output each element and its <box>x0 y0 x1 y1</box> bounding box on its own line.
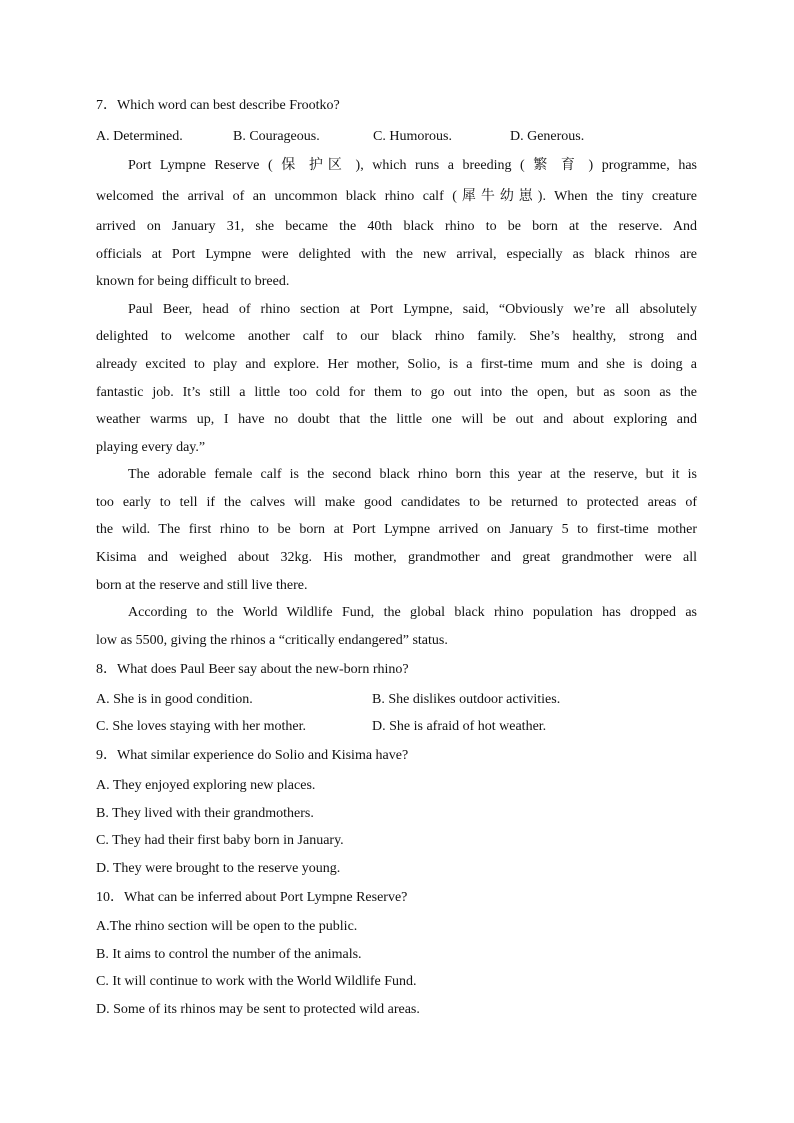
q7-option-d: D. Generous. <box>510 129 585 144</box>
passage-line: known for being difficult to breed. <box>96 274 290 289</box>
passage-line: low as 5500, giving the rhinos a “critically endangered” status. <box>96 633 448 648</box>
passage-line: Port Lympne Reserve ( 保 护区 ), which runs a breeding ( 繁 育 ) programme, has <box>128 158 697 173</box>
q7-option-c: C. Humorous. <box>373 129 452 144</box>
passage-line: The adorable female calf is the second black rhino born this year at the reserve, but it is <box>128 467 697 482</box>
passage-line: too early to tell if the calves will make good candidates to be returned to protected areas of <box>96 495 697 510</box>
question-8-options-row2 <box>96 717 697 737</box>
question-8-stem: 8．What does Paul Beer say about the new-born rhino? <box>96 662 409 677</box>
passage-line: delighted to welcome another calf to our black rhino family. She’s healthy, strong and <box>96 329 697 344</box>
passage-line: born at the reserve and still live there. <box>96 578 308 593</box>
passage-line: Kisima and weighed about 32kg. His mother, grandmother and great grandmother were all <box>96 550 697 565</box>
q9-option-c: C. They had their first baby born in January. <box>96 833 344 848</box>
q8-option-a: A. She is in good condition. <box>96 692 253 707</box>
q9-option-b: B. They lived with their grandmothers. <box>96 806 314 821</box>
q10-option-c: C. It will continue to work with the World Wildlife Fund. <box>96 974 417 989</box>
passage-line: weather warms up, I have no doubt that the little one will be out and about exploring and <box>96 412 697 427</box>
question-8-options-row1 <box>96 690 697 710</box>
question-9-stem: 9．What similar experience do Solio and Kisima have? <box>96 748 409 763</box>
q10-option-a: A.The rhino section will be open to the public. <box>96 919 358 934</box>
q9-option-a: A. They enjoyed exploring new places. <box>96 778 316 793</box>
question-10-stem: 10．What can be inferred about Port Lympne Reserve? <box>96 890 408 905</box>
question-7-options <box>96 127 697 147</box>
passage-line: According to the World Wildlife Fund, the global black rhino population has dropped as <box>128 605 697 620</box>
q8-option-d: D. She is afraid of hot weather. <box>372 719 547 734</box>
q8-option-c: C. She loves staying with her mother. <box>96 719 306 734</box>
passage-line: fantastic job. It’s still a little too cold for them to go out into the open, but as soon as the <box>96 385 697 400</box>
passage-line: the wild. The first rhino to be born at Port Lympne arrived on January 5 to first-time mother <box>96 522 697 537</box>
q9-option-d: D. They were brought to the reserve young. <box>96 861 341 876</box>
q7-option-a: A. Determined. <box>96 129 183 144</box>
passage-line: Paul Beer, head of rhino section at Port Lympne, said, “Obviously we’re all absolutely <box>128 302 697 317</box>
q7-option-b: B. Courageous. <box>233 129 320 144</box>
question-7-stem: 7．Which word can best describe Frootko? <box>96 98 340 113</box>
passage-line: arrived on January 31, she became the 40th black rhino to be born at the reserve. And <box>96 219 697 234</box>
passage-line: already excited to play and explore. Her mother, Solio, is a first-time mum and she is doing a <box>96 357 697 372</box>
q10-option-d: D. Some of its rhinos may be sent to protected wild areas. <box>96 1002 420 1017</box>
q8-option-b: B. She dislikes outdoor activities. <box>372 692 561 707</box>
passage-line: officials at Port Lympne were delighted with the new arrival, especially as black rhinos are <box>96 247 697 262</box>
q10-option-b: B. It aims to control the number of the animals. <box>96 947 362 962</box>
passage-line: playing every day.” <box>96 440 206 455</box>
passage-line: welcomed the arrival of an uncommon black rhino calf (犀牛幼崽). When the tiny creature <box>96 189 697 204</box>
